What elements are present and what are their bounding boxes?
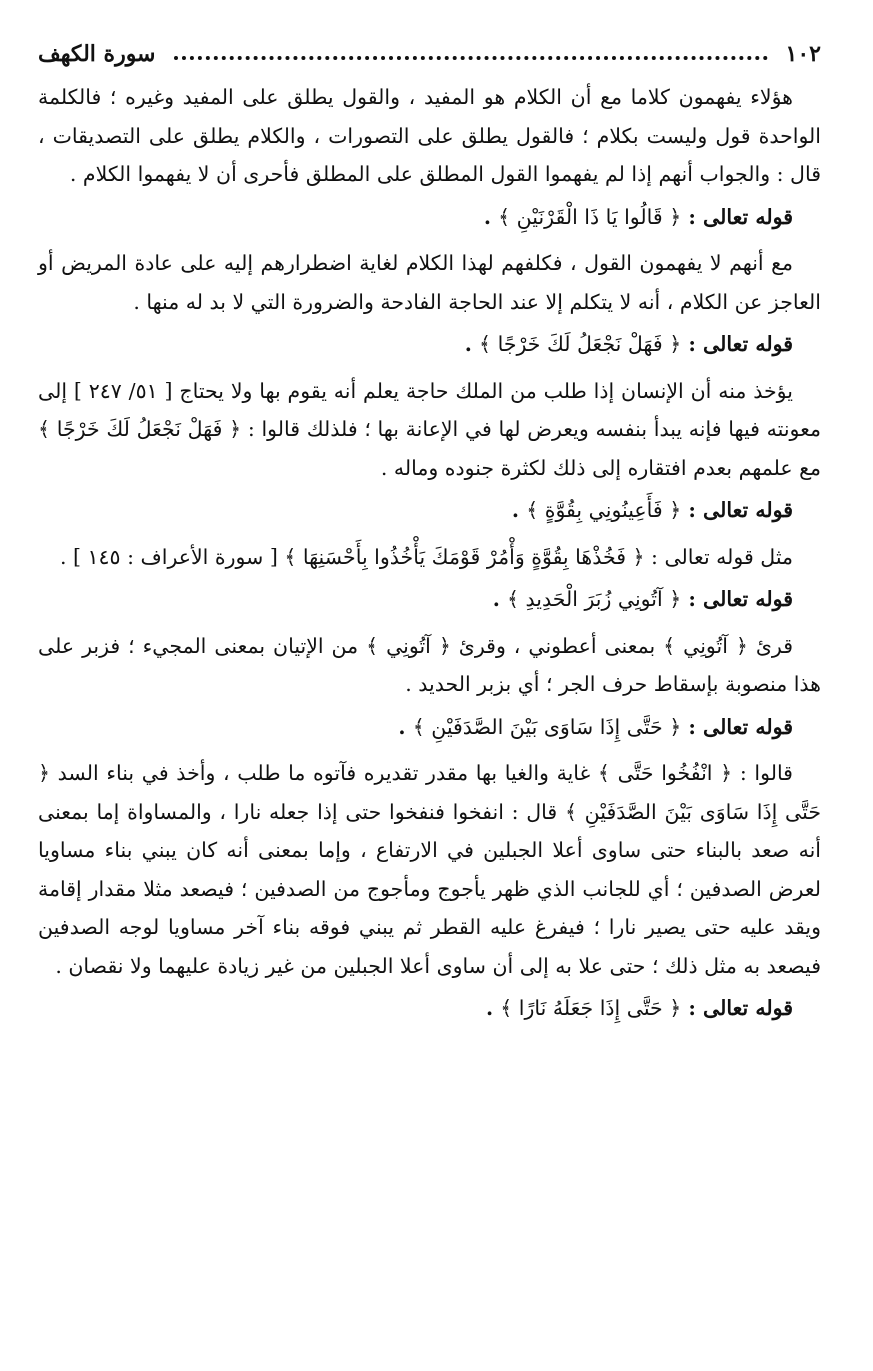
running-head bbox=[38, 34, 821, 74]
paragraph: قالوا : ﴿ انْفُخُوا حَتَّى ﴾ غاية والغيا بها مقدر تقديره فآتوه ما طلب ، وأخذ في بناء السد ﴿ حَتَّى إِذَا سَاوَى بَيْنَ الصَّدَفَيْنِ ﴾ قال : انفخوا فنفخوا حتى إذا جعله نارا ، والمساواة إما بمعنى أنه صعد بالبناء حتى ساوى أعلا الجبلين في الارتفاع ، وإما بمعنى أنه كان يبني بناء مساويا لعرض الصدفين ؛ أي للجانب الذي ظهر يأجوج ومأجوج من الصدفين ؛ فيصعد مثلا مقدار إقامة ويقد عليه حتى يصير نارا ؛ فيفرغ عليه القطر ثم يبني فوقه بناء آخر مساويا لوجه الصدفين فيصعد به مثل ذلك ؛ حتى علا به إلى أن ساوى أعلا الجبلين من غير زيادة عليهما ولا نقصان . bbox=[38, 761, 821, 978]
quran-verse: ﴿ حَتَّى إِذَا جَعَلَهُ نَارًا ﴾ bbox=[500, 996, 682, 1020]
verse-heading bbox=[38, 491, 821, 530]
quran-verse: ﴿ حَتَّى إِذَا سَاوَى بَيْنَ الصَّدَفَيْنِ ﴾ bbox=[412, 714, 682, 739]
verse-heading-suffix: . bbox=[485, 996, 501, 1020]
verse-heading-suffix: . bbox=[398, 714, 413, 739]
verse-heading-prefix: قوله تعالى : bbox=[681, 996, 793, 1020]
quran-verse: ﴿ آتُونِي زُبَرَ الْحَدِيدِ ﴾ bbox=[507, 587, 682, 611]
verse-heading-prefix: قوله تعالى : bbox=[681, 498, 793, 522]
verse-heading bbox=[38, 325, 821, 364]
verse-heading-prefix: قوله تعالى : bbox=[681, 332, 793, 356]
quran-verse: ﴿ قَالُوا يَا ذَا الْقَرْنَيْنِ ﴾ bbox=[498, 204, 682, 229]
dotted-leader bbox=[174, 56, 768, 60]
quran-verse: ﴿ فَأَعِينُونِي بِقُوَّةٍ ﴾ bbox=[526, 498, 682, 522]
verse-heading bbox=[38, 580, 821, 619]
verse-heading-suffix: . bbox=[511, 498, 527, 522]
verse-heading-suffix: . bbox=[492, 587, 508, 611]
paragraph: يؤخذ منه أن الإنسان إذا طلب من الملك حاجة يعلم أنه يقوم بها ولا يحتاج [ ٥١/ ٢٤٧ ] إلى معونته فيها فإنه يبدأ بنفسه ويعرض لها في الإعانة بها ؛ فلذلك قالوا : ﴿ فَهَلْ نَجْعَلُ لَكَ خَرْجًا ﴾ مع علمهم بعدم افتقاره إلى ذلك لكثرة جنوده وماله . bbox=[38, 378, 821, 480]
paragraph: هؤلاء يفهمون كلاما مع أن الكلام هو المفيد ، والقول يطلق على المفيد وغيره ؛ فالكلمة الواحدة قول وليست بكلام ؛ فالقول يطلق على التصورات ، والكلام يطلق على التصديقات ، قال : والجواب أنهم إذا لم يفهموا القول المطلق على المطلق فأحرى أن لا يفهموا الكلام . bbox=[38, 85, 821, 186]
verse-heading-prefix: قوله تعالى : bbox=[681, 204, 793, 229]
paragraph: قرئ ﴿ آتُونِي ﴾ بمعنى أعطوني ، وقرئ ﴿ آتُونِي ﴾ من الإتيان بمعنى المجيء ؛ فزبر على هذا منصوبة بإسقاط حرف الجر ؛ أي بزبر الحديد . bbox=[38, 633, 821, 696]
verse-heading bbox=[38, 198, 821, 237]
quran-verse: ﴿ فَهَلْ نَجْعَلُ لَكَ خَرْجًا ﴾ bbox=[479, 332, 682, 356]
page-number: ١٠٢ bbox=[785, 41, 821, 67]
verse-heading bbox=[38, 989, 821, 1028]
verse-heading-suffix: . bbox=[483, 204, 499, 229]
verse-heading-prefix: قوله تعالى : bbox=[681, 587, 793, 611]
surah-title: سورة الكهف bbox=[38, 41, 156, 67]
verse-heading-suffix: . bbox=[464, 332, 480, 356]
paragraph: مثل قوله تعالى : ﴿ فَخُذْهَا بِقُوَّةٍ وَأْمُرْ قَوْمَكَ يَأْخُذُوا بِأَحْسَنِهَا ﴾ [ سورة الأعراف : ١٤٥ ] . bbox=[59, 544, 793, 569]
verse-heading-prefix: قوله تعالى : bbox=[681, 714, 793, 739]
body-text bbox=[38, 78, 821, 1028]
verse-heading bbox=[38, 708, 821, 747]
paragraph: مع أنهم لا يفهمون القول ، فكلفهم لهذا الكلام لغاية اضطرارهم إليه على عادة المريض أو العاجز عن الكلام ، أنه لا يتكلم إلا عند الحاجة الفادحة والضرورة التي لا بد له منها . bbox=[38, 251, 821, 314]
